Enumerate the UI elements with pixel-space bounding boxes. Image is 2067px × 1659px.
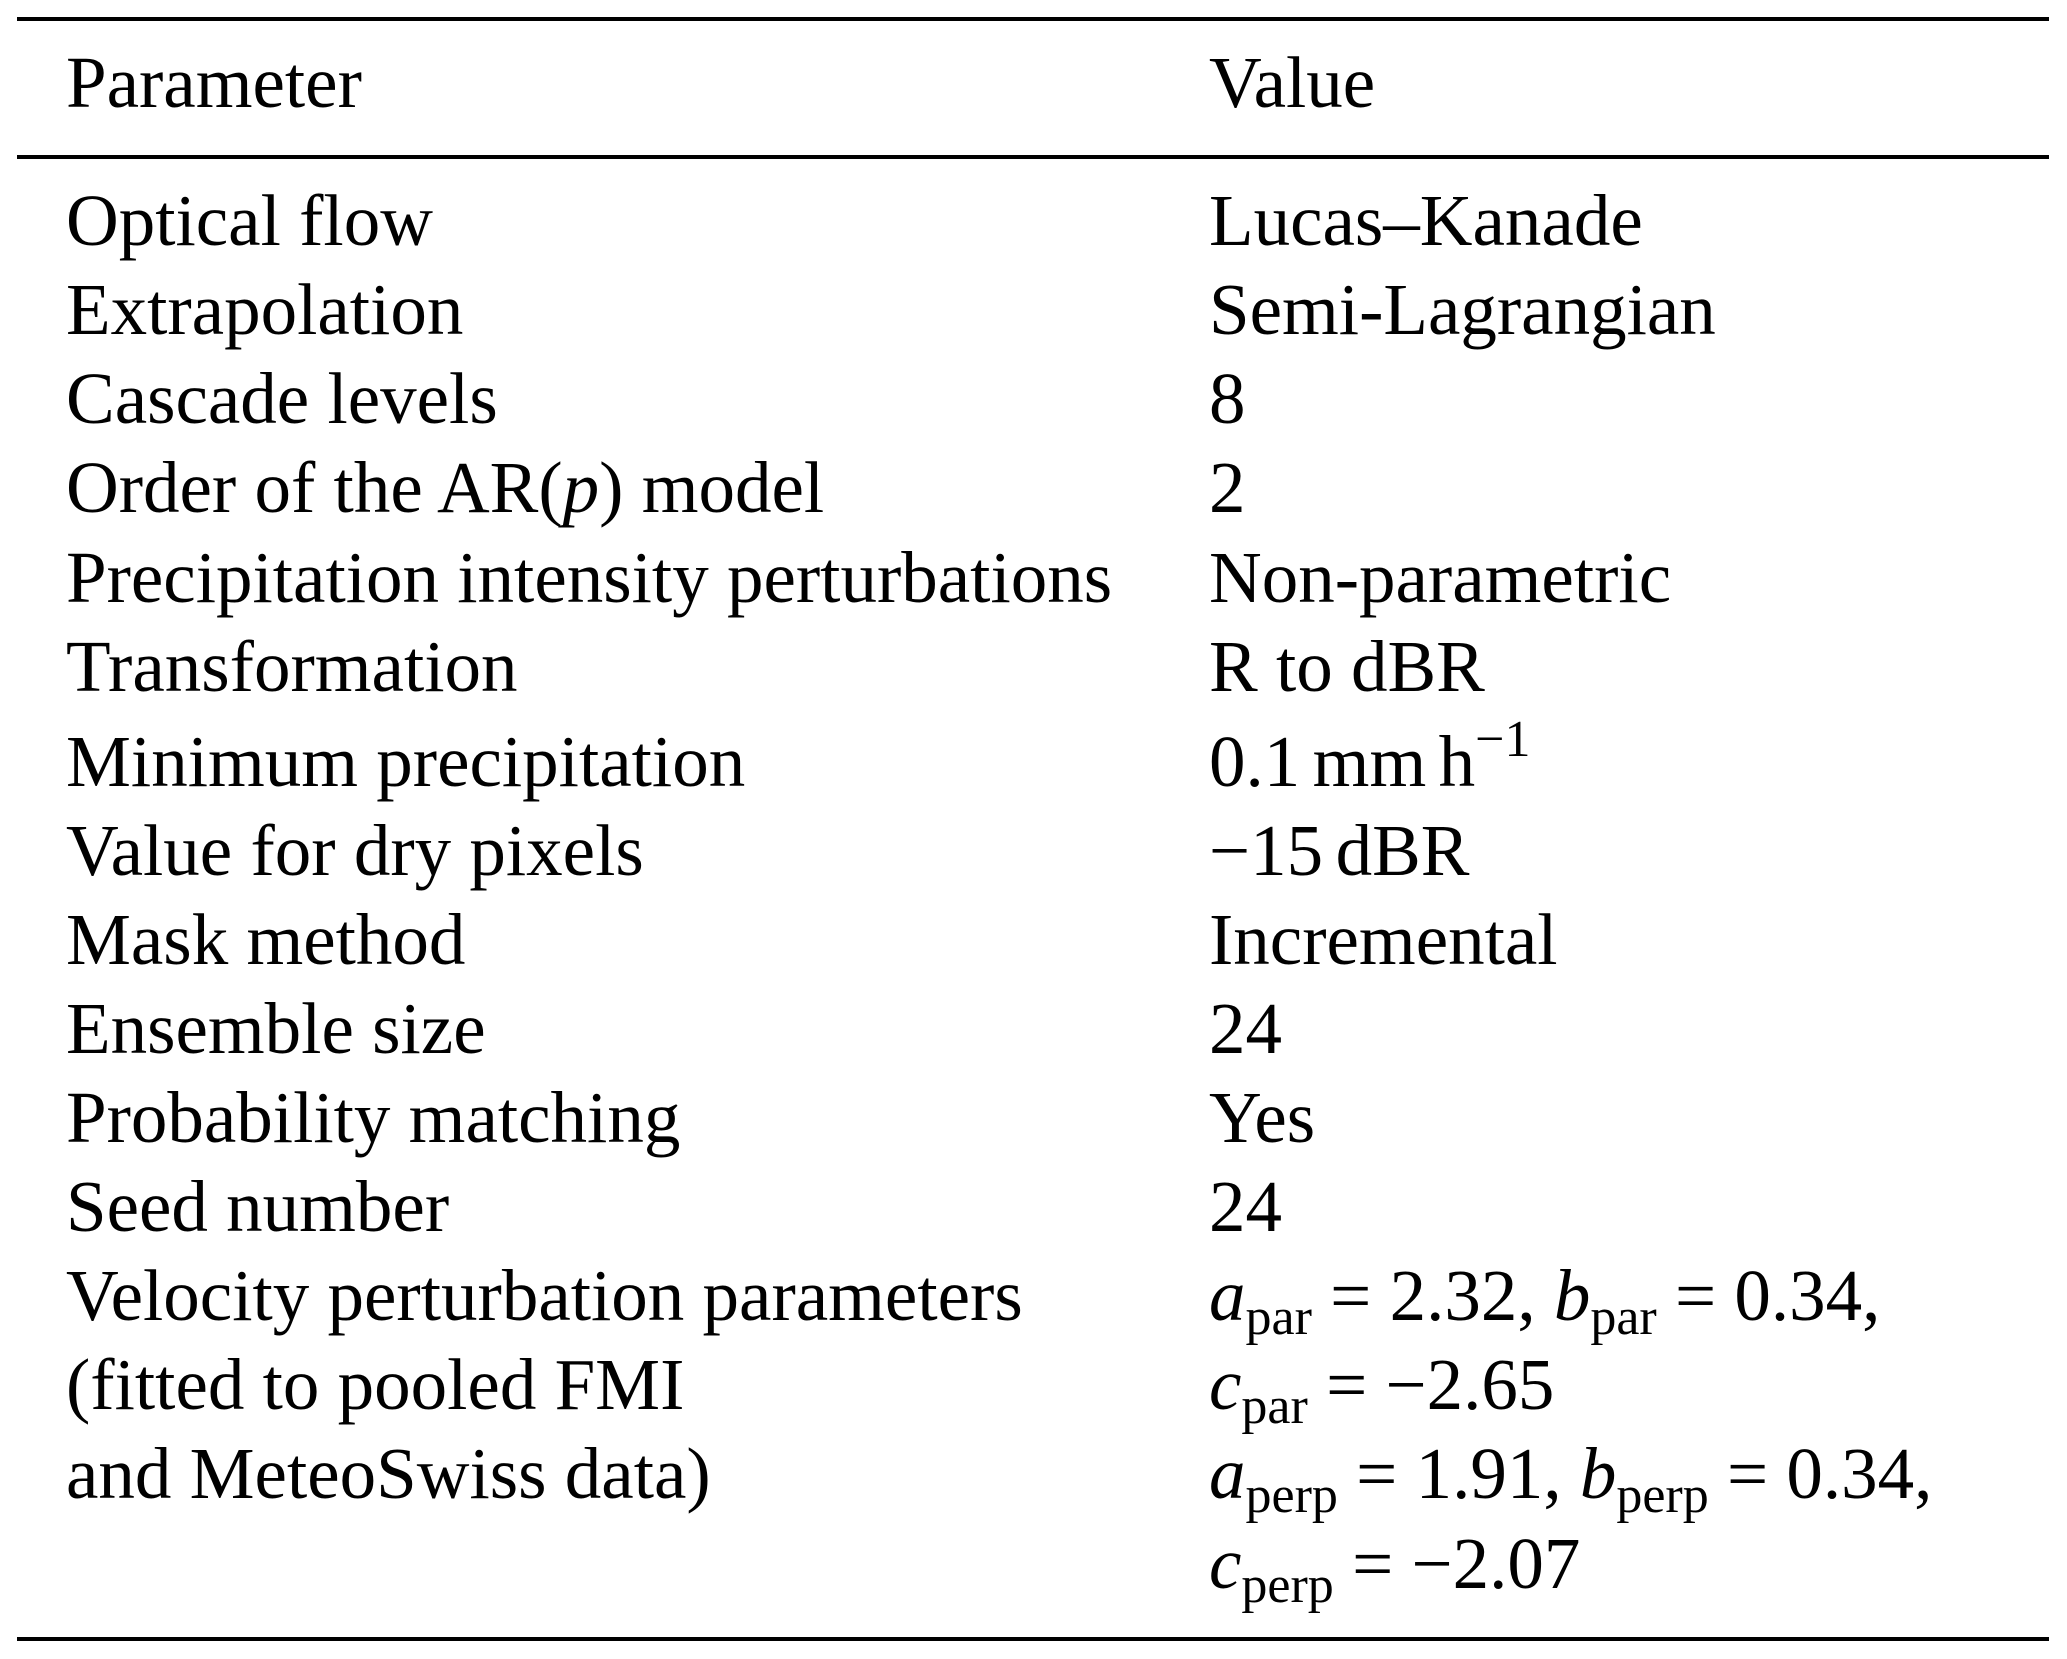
parameter-cell-minimum-precipitation	[66, 721, 746, 802]
text-segment: = −2.07	[1333, 1523, 1581, 1604]
text-segment: h	[1438, 721, 1476, 802]
math-symbol: p	[562, 447, 600, 528]
value-cell-probability-matching	[1209, 1077, 1316, 1158]
parameter-cell-optical-flow	[66, 180, 433, 261]
math-symbol: b	[1553, 1255, 1591, 1336]
text-segment: Order of the AR(	[66, 447, 563, 528]
text-segment: = −2.65	[1307, 1344, 1555, 1425]
subscript: perp	[1241, 1557, 1334, 1614]
text-segment: 24	[1209, 1166, 1282, 1247]
value-cell-ensemble-size	[1209, 988, 1282, 1069]
text-segment: Precipitation intensity perturbations	[66, 537, 1113, 618]
bottom-rule	[17, 1637, 2049, 1641]
velocity-value-line	[1209, 1255, 1881, 1346]
velocity-parameter-line	[66, 1433, 711, 1514]
text-segment: Yes	[1209, 1077, 1316, 1158]
parameter-cell-precipitation-intensity-perturbations	[66, 537, 1113, 618]
text-segment: Lucas–Kanade	[1209, 180, 1643, 261]
text-segment: Mask method	[66, 899, 466, 980]
superscript: −1	[1475, 711, 1531, 768]
parameter-cell-transformation	[66, 626, 518, 707]
parameter-cell-cascade-levels	[66, 358, 498, 439]
text-segment: mm	[1312, 721, 1427, 802]
velocity-parameter-line	[66, 1344, 685, 1425]
value-cell-minimum-precipitation	[1209, 711, 1531, 802]
text-segment: Semi-Lagrangian	[1209, 269, 1716, 350]
header-rule	[17, 155, 2049, 159]
velocity-parameter-line	[66, 1255, 1023, 1336]
value-cell-dry-pixel-value	[1209, 810, 1470, 891]
subscript: perp	[1245, 1467, 1338, 1524]
parameter-cell-probability-matching	[66, 1077, 681, 1158]
parameter-cell-extrapolation	[66, 269, 464, 350]
text-segment: Ensemble size	[66, 988, 486, 1069]
text-segment: = 2.32,	[1311, 1255, 1554, 1336]
text-segment: Minimum precipitation	[66, 721, 746, 802]
text-segment: Incremental	[1209, 899, 1558, 980]
subscript: perp	[1616, 1467, 1709, 1524]
parameter-cell-ar-order	[66, 447, 825, 528]
velocity-value-line	[1209, 1523, 1581, 1614]
text-segment: ) model	[599, 447, 825, 528]
value-cell-precipitation-intensity-perturbations	[1209, 537, 1672, 618]
top-rule	[17, 17, 2049, 21]
text-segment: Cascade levels	[66, 358, 498, 439]
text-segment: Non-parametric	[1209, 537, 1672, 618]
text-segment: 0.1	[1209, 721, 1301, 802]
value-cell-mask-method	[1209, 899, 1558, 980]
math-symbol: c	[1209, 1344, 1242, 1425]
math-symbol: c	[1209, 1523, 1242, 1604]
velocity-value-line	[1209, 1344, 1555, 1435]
text-segment: = 1.91,	[1337, 1433, 1580, 1514]
value-cell-ar-order	[1209, 447, 1246, 528]
text-segment: 24	[1209, 988, 1282, 1069]
subscript: par	[1241, 1378, 1308, 1435]
subscript: par	[1590, 1289, 1657, 1346]
math-symbol: a	[1209, 1433, 1246, 1514]
header-value: Value	[1209, 42, 1376, 123]
text-segment: Extrapolation	[66, 269, 464, 350]
text-segment: and MeteoSwiss data)	[66, 1433, 711, 1514]
text-segment: (fitted to pooled FMI	[66, 1344, 685, 1425]
text-segment: Velocity perturbation parameters	[66, 1255, 1023, 1336]
text-segment: 2	[1209, 447, 1246, 528]
math-symbol: b	[1579, 1433, 1617, 1514]
text-segment: Seed number	[66, 1166, 450, 1247]
math-symbol: a	[1209, 1255, 1246, 1336]
value-cell-optical-flow	[1209, 180, 1643, 261]
parameter-cell-dry-pixel-value	[66, 810, 644, 891]
value-cell-seed-number	[1209, 1166, 1282, 1247]
text-segment: Value for dry pixels	[66, 810, 644, 891]
value-cell-extrapolation	[1209, 269, 1716, 350]
parameter-cell-seed-number	[66, 1166, 450, 1247]
text-segment: Optical flow	[66, 180, 433, 261]
header-parameter: Parameter	[66, 42, 362, 123]
velocity-value-line	[1209, 1433, 1933, 1524]
subscript: par	[1245, 1289, 1312, 1346]
text-segment: −15	[1209, 810, 1324, 891]
parameter-cell-ensemble-size	[66, 988, 486, 1069]
text-segment: 8	[1209, 358, 1246, 439]
text-segment: dBR	[1335, 810, 1470, 891]
parameter-cell-mask-method	[66, 899, 466, 980]
value-cell-cascade-levels	[1209, 358, 1246, 439]
value-cell-transformation	[1209, 626, 1485, 707]
text-segment: Probability matching	[66, 1077, 681, 1158]
text-segment: Transformation	[66, 626, 518, 707]
text-segment: = 0.34,	[1656, 1255, 1881, 1336]
text-segment: = 0.34,	[1708, 1433, 1933, 1514]
text-segment: R to dBR	[1209, 626, 1485, 707]
